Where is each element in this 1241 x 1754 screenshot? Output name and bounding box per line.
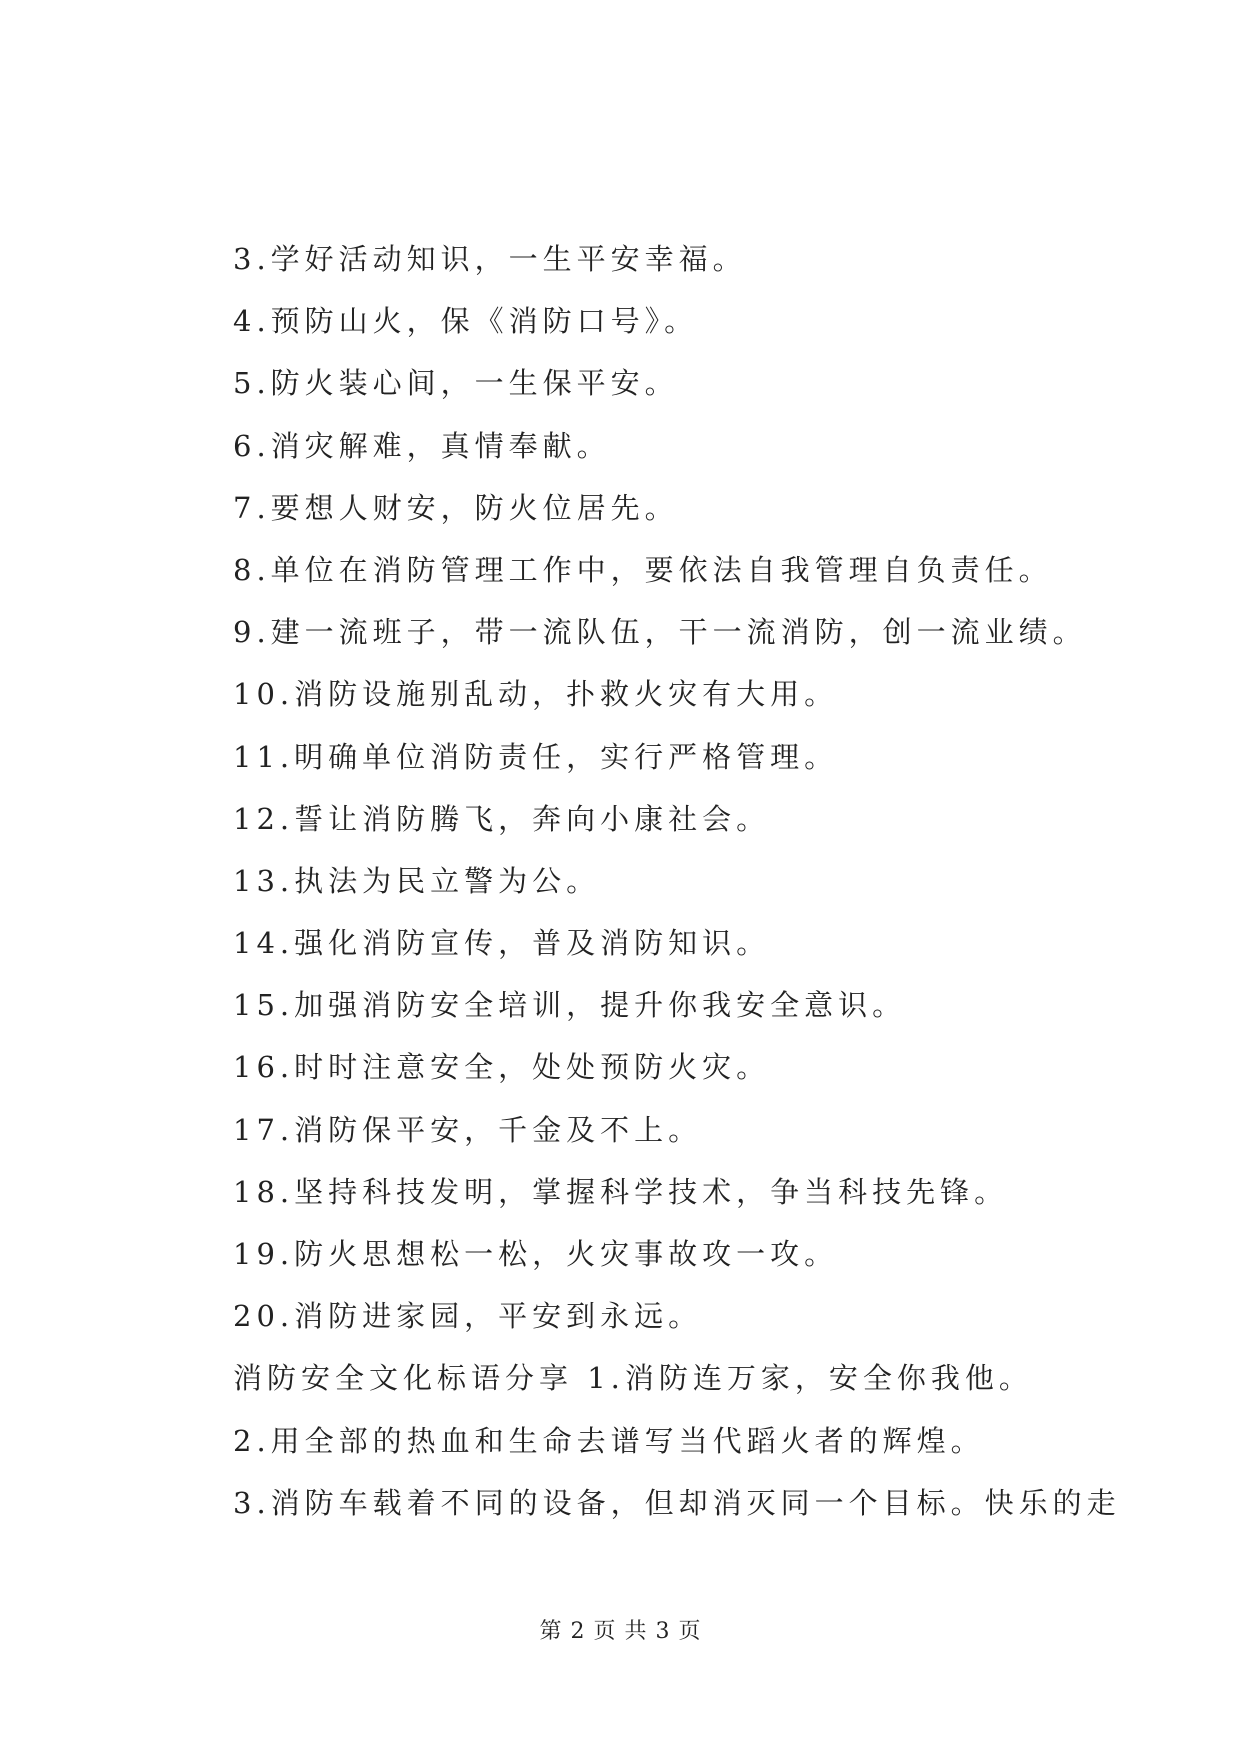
slogan-list — [233, 233, 1121, 1539]
text-line: 2.用全部的热血和生命去谱写当代蹈火者的辉煌。 — [233, 1423, 985, 1458]
text-line: 8.单位在消防管理工作中，要依法自我管理自负责任。 — [233, 552, 1053, 587]
text-line: 16.时时注意安全，处处预防火灾。 — [233, 1050, 771, 1085]
text-line: 13.执法为民立警为公。 — [233, 863, 601, 898]
text-line: 12.誓让消防腾飞，奔向小康社会。 — [233, 801, 771, 836]
text-line: 11.明确单位消防责任，实行严格管理。 — [233, 739, 839, 774]
text-line: 7.要想人财安，防火位居先。 — [233, 490, 679, 525]
text-line: 17.消防保平安，千金及不上。 — [233, 1112, 703, 1147]
text-line: 5.防火装心间，一生保平安。 — [233, 366, 679, 401]
text-line: 20.消防进家园，平安到永远。 — [233, 1299, 703, 1334]
page-number-footer: 第 2 页 共 3 页 — [539, 1619, 702, 1644]
text-line: 6.消灾解难，真情奉献。 — [233, 428, 611, 463]
text-line: 14.强化消防宣传，普及消防知识。 — [233, 926, 771, 961]
text-line: 4.预防山火，保《消防口号》。 — [233, 304, 699, 339]
text-line: 9.建一流班子，带一流队伍，干一流消防，创一流业绩。 — [233, 615, 1087, 650]
section-heading-line: 消防安全文化标语分享 1.消防连万家，安全你我他。 — [233, 1361, 1033, 1396]
text-line: 3.学好活动知识，一生平安幸福。 — [233, 242, 747, 276]
text-line: 15.加强消防安全培训，提升你我安全意识。 — [233, 988, 907, 1023]
text-line: 19.防火思想松一松，火灾事故攻一攻。 — [233, 1237, 839, 1271]
text-line: 10.消防设施别乱动，扑救火灾有大用。 — [233, 677, 839, 712]
text-line: 18.坚持科技发明，掌握科学技术，争当科技先锋。 — [233, 1174, 1009, 1209]
text-line: 3.消防车载着不同的设备，但却消灭同一个目标。快乐的走 — [233, 1485, 1121, 1520]
